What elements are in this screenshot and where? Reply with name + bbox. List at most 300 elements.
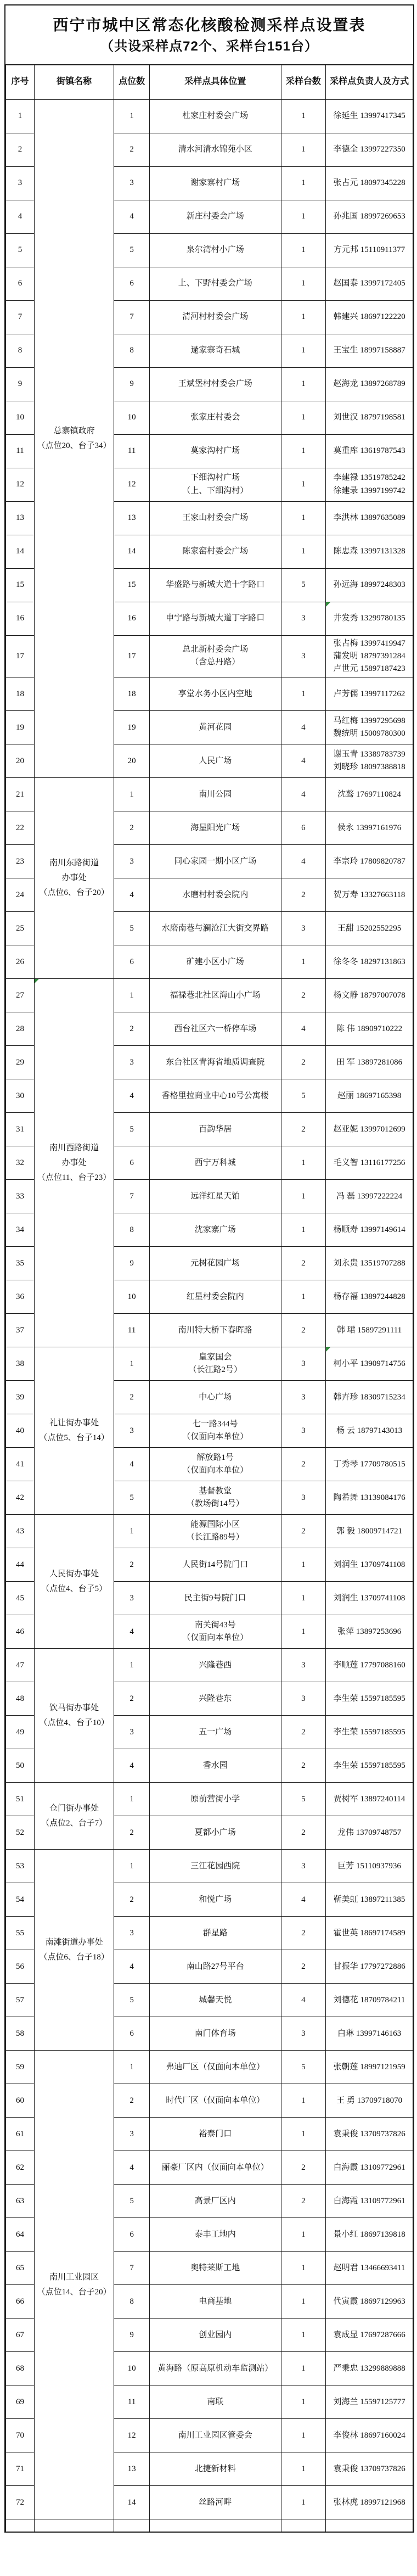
location-cell: 沈家寨广场 bbox=[149, 1213, 281, 1247]
serial-number-cell: 37 bbox=[6, 1314, 35, 1347]
serial-number-cell: 52 bbox=[6, 1816, 35, 1850]
station-count-cell: 1 bbox=[281, 2352, 326, 2385]
location-cell: 下细沟村广场 （上、下细沟村） bbox=[149, 468, 281, 501]
contact-cell: 袁秉俊 13709737826 bbox=[326, 2452, 413, 2486]
contact-cell: 田 军 13897281086 bbox=[326, 1046, 413, 1079]
point-number-cell: 4 bbox=[114, 200, 150, 233]
location-cell: 远洋红星天铂 bbox=[149, 1180, 281, 1213]
station-count-cell: 1 bbox=[281, 535, 326, 568]
point-number-cell: 14 bbox=[114, 535, 150, 568]
serial-number-cell: 51 bbox=[6, 1783, 35, 1816]
contact-cell: 卢芳儒 13997117262 bbox=[326, 677, 413, 711]
serial-number-cell: 21 bbox=[6, 778, 35, 811]
header-street-name: 街镇名称 bbox=[34, 65, 114, 100]
street-name-cell: 南川工业园区 （点位14、台子20） bbox=[34, 2051, 114, 2519]
contact-cell: 陈 伟 18909710222 bbox=[326, 1012, 413, 1046]
serial-number-cell: 65 bbox=[6, 2252, 35, 2285]
serial-number-cell: 20 bbox=[6, 744, 35, 778]
location-cell: 五一广场 bbox=[149, 1716, 281, 1749]
serial-number-cell: 56 bbox=[6, 1950, 35, 1984]
contact-cell: 马红梅 13997295698 魏统明 15009780300 bbox=[326, 711, 413, 744]
point-number-cell: 2 bbox=[114, 133, 150, 166]
station-count-cell: 2 bbox=[281, 2151, 326, 2185]
title-line-1: 西宁市城中区常态化核酸检测采样点设置表 bbox=[53, 16, 366, 33]
location-cell: 西台社区六一桥停车场 bbox=[149, 1012, 281, 1046]
table-body bbox=[6, 99, 413, 2532]
serial-number-cell: 68 bbox=[6, 2352, 35, 2385]
serial-number-cell: 72 bbox=[6, 2486, 35, 2519]
point-number-cell: 12 bbox=[114, 2419, 150, 2452]
location-cell: 张家庄村委会 bbox=[149, 401, 281, 434]
serial-number-cell: 14 bbox=[6, 535, 35, 568]
blank-cell bbox=[281, 2519, 326, 2532]
point-number-cell: 12 bbox=[114, 468, 150, 501]
station-count-cell: 3 bbox=[281, 1649, 326, 1682]
station-count-cell: 4 bbox=[281, 845, 326, 878]
contact-cell: 杨顺寿 13997149614 bbox=[326, 1213, 413, 1247]
table-row bbox=[6, 979, 413, 1012]
location-cell: 三江花园西院 bbox=[149, 1850, 281, 1883]
street-name-cell: 南川东路街道 办事处 （点位6、台子20） bbox=[34, 778, 114, 979]
location-cell: 莫家沟村广场 bbox=[149, 434, 281, 468]
point-number-cell: 1 bbox=[114, 2051, 150, 2084]
point-number-cell: 3 bbox=[114, 2118, 150, 2151]
point-number-cell: 6 bbox=[114, 1146, 150, 1180]
point-number-cell: 5 bbox=[114, 233, 150, 267]
location-cell: 东台社区青海省地质调查院 bbox=[149, 1046, 281, 1079]
contact-cell: 莫重库 13619787543 bbox=[326, 434, 413, 468]
point-number-cell: 10 bbox=[114, 2352, 150, 2385]
location-cell: 红星村委会院内 bbox=[149, 1280, 281, 1314]
contact-cell: 毛义智 13116177256 bbox=[326, 1146, 413, 1180]
location-cell: 时代厂区（仅面向本单位） bbox=[149, 2084, 281, 2118]
station-count-cell: 1 bbox=[281, 1180, 326, 1213]
serial-number-cell: 28 bbox=[6, 1012, 35, 1046]
point-number-cell: 1 bbox=[114, 99, 150, 133]
point-number-cell: 3 bbox=[114, 1582, 150, 1615]
location-cell: 矿建小区小广场 bbox=[149, 945, 281, 979]
station-count-cell: 2 bbox=[281, 1749, 326, 1783]
serial-number-cell: 66 bbox=[6, 2285, 35, 2319]
document-sheet bbox=[4, 4, 414, 2533]
contact-cell: 李宗玲 17809820787 bbox=[326, 845, 413, 878]
station-count-cell: 5 bbox=[281, 1079, 326, 1113]
table-row bbox=[6, 1515, 413, 1548]
serial-number-cell: 47 bbox=[6, 1649, 35, 1682]
contact-cell: 李顺莲 17797088160 bbox=[326, 1649, 413, 1682]
station-count-cell: 1 bbox=[281, 501, 326, 535]
contact-cell: 赵海龙 13897268789 bbox=[326, 367, 413, 401]
serial-number-cell: 49 bbox=[6, 1716, 35, 1749]
location-cell: 兴隆巷东 bbox=[149, 1682, 281, 1716]
street-name-cell: 南川西路街道 办事处 （点位11、台子23） bbox=[34, 979, 114, 1347]
station-count-cell: 2 bbox=[281, 1515, 326, 1548]
street-name-cell: 仓门街办事处 （点位2、台子7） bbox=[34, 1783, 114, 1850]
station-count-cell: 1 bbox=[281, 267, 326, 300]
point-number-cell: 2 bbox=[114, 1883, 150, 1917]
point-number-cell: 9 bbox=[114, 367, 150, 401]
contact-cell: 韩卉珍 18309715234 bbox=[326, 1381, 413, 1414]
contact-cell: 徐冬冬 18297131863 bbox=[326, 945, 413, 979]
point-number-cell: 1 bbox=[114, 979, 150, 1012]
contact-cell: 韩建兴 18697122220 bbox=[326, 300, 413, 334]
street-name-cell: 礼让街办事处 （点位5、台子14） bbox=[34, 1347, 114, 1515]
serial-number-cell: 24 bbox=[6, 878, 35, 912]
point-number-cell: 7 bbox=[114, 2252, 150, 2285]
contact-cell: 张萍 13897253696 bbox=[326, 1615, 413, 1649]
station-count-cell: 3 bbox=[281, 1414, 326, 1448]
location-cell: 兴隆巷西 bbox=[149, 1649, 281, 1682]
location-cell: 西宁万科城 bbox=[149, 1146, 281, 1180]
contact-cell: 李生荣 15597185595 bbox=[326, 1682, 413, 1716]
serial-number-cell: 60 bbox=[6, 2084, 35, 2118]
location-cell: 百韵华居 bbox=[149, 1113, 281, 1146]
location-cell: 谢家寨村广场 bbox=[149, 166, 281, 200]
serial-number-cell: 11 bbox=[6, 434, 35, 468]
serial-number-cell: 58 bbox=[6, 2017, 35, 2051]
location-cell: 华盛路与新城大道十字路口 bbox=[149, 568, 281, 602]
header-location: 采样点具体位置 bbox=[149, 65, 281, 100]
serial-number-cell: 8 bbox=[6, 334, 35, 367]
contact-cell: 侯永 13997161976 bbox=[326, 811, 413, 845]
station-count-cell: 2 bbox=[281, 1917, 326, 1950]
station-count-cell: 2 bbox=[281, 1113, 326, 1146]
serial-number-cell: 40 bbox=[6, 1414, 35, 1448]
point-number-cell: 3 bbox=[114, 845, 150, 878]
point-number-cell: 4 bbox=[114, 878, 150, 912]
location-cell: 基督教堂 （教场街14号） bbox=[149, 1481, 281, 1515]
point-number-cell: 10 bbox=[114, 1280, 150, 1314]
contact-cell: 冯 磊 13997222224 bbox=[326, 1180, 413, 1213]
serial-number-cell: 19 bbox=[6, 711, 35, 744]
serial-number-cell: 5 bbox=[6, 233, 35, 267]
point-number-cell: 9 bbox=[114, 2319, 150, 2352]
station-count-cell: 3 bbox=[281, 912, 326, 945]
serial-number-cell: 6 bbox=[6, 267, 35, 300]
contact-cell: 谢玉青 13389783739 刘晓珍 18097388818 bbox=[326, 744, 413, 778]
station-count-cell: 1 bbox=[281, 367, 326, 401]
contact-cell: 代寅霞 18697129963 bbox=[326, 2285, 413, 2319]
serial-number-cell: 23 bbox=[6, 845, 35, 878]
point-number-cell: 2 bbox=[114, 811, 150, 845]
station-count-cell: 1 bbox=[281, 2252, 326, 2285]
serial-number-cell: 10 bbox=[6, 401, 35, 434]
station-count-cell: 2 bbox=[281, 2185, 326, 2218]
contact-cell: 贺万寿 13327663118 bbox=[326, 878, 413, 912]
contact-cell: 严秉忠 13299889888 bbox=[326, 2352, 413, 2385]
serial-number-cell: 44 bbox=[6, 1548, 35, 1582]
point-number-cell: 1 bbox=[114, 1783, 150, 1816]
point-number-cell: 6 bbox=[114, 2017, 150, 2051]
contact-cell: 柯小平 13909714756 bbox=[326, 1347, 413, 1381]
station-count-cell: 4 bbox=[281, 1012, 326, 1046]
contact-cell: 巨芳 15110937936 bbox=[326, 1850, 413, 1883]
location-cell: 南门体育场 bbox=[149, 2017, 281, 2051]
table-row bbox=[6, 1649, 413, 1682]
serial-number-cell: 18 bbox=[6, 677, 35, 711]
point-number-cell: 1 bbox=[114, 1649, 150, 1682]
contact-cell: 刘世汉 18797198581 bbox=[326, 401, 413, 434]
location-cell: 元树花园广场 bbox=[149, 1247, 281, 1280]
location-cell: 杜家庄村委会广场 bbox=[149, 99, 281, 133]
station-count-cell: 1 bbox=[281, 1280, 326, 1314]
location-cell: 人民广场 bbox=[149, 744, 281, 778]
table-row bbox=[6, 778, 413, 811]
street-name-cell: 饮马街办事处 （点位4、台子10） bbox=[34, 1649, 114, 1783]
station-count-cell: 1 bbox=[281, 300, 326, 334]
point-number-cell: 5 bbox=[114, 1984, 150, 2017]
location-cell: 夏都小广场 bbox=[149, 1816, 281, 1850]
serial-number-cell: 29 bbox=[6, 1046, 35, 1079]
station-count-cell: 4 bbox=[281, 744, 326, 778]
contact-cell: 刘海兰 15597125777 bbox=[326, 2385, 413, 2419]
station-count-cell: 1 bbox=[281, 434, 326, 468]
serial-number-cell: 12 bbox=[6, 468, 35, 501]
station-count-cell: 3 bbox=[281, 1381, 326, 1414]
contact-cell: 张占梅 13997419947 蒲发明 18797391284 卢世元 15897187423 bbox=[326, 635, 413, 677]
contact-cell: 景小红 18697139818 bbox=[326, 2218, 413, 2252]
serial-number-cell: 4 bbox=[6, 200, 35, 233]
serial-number-cell: 1 bbox=[6, 99, 35, 133]
serial-number-cell: 17 bbox=[6, 635, 35, 677]
street-name-cell: 南滩街道办事处 （点位6、台子18） bbox=[34, 1850, 114, 2051]
station-count-cell: 3 bbox=[281, 635, 326, 677]
location-cell: 陈家窑村委会广场 bbox=[149, 535, 281, 568]
station-count-cell: 3 bbox=[281, 1850, 326, 1883]
table-row bbox=[6, 2051, 413, 2084]
point-number-cell: 5 bbox=[114, 1481, 150, 1515]
point-number-cell: 8 bbox=[114, 334, 150, 367]
station-count-cell: 2 bbox=[281, 1046, 326, 1079]
contact-cell: 陈忠森 13997131328 bbox=[326, 535, 413, 568]
serial-number-cell: 71 bbox=[6, 2452, 35, 2486]
point-number-cell: 8 bbox=[114, 2285, 150, 2319]
location-cell: 水磨村村委会院内 bbox=[149, 878, 281, 912]
station-count-cell: 2 bbox=[281, 1950, 326, 1984]
header-contact: 采样点负责人及方式 bbox=[326, 65, 413, 100]
point-number-cell: 3 bbox=[114, 1716, 150, 1749]
station-count-cell: 1 bbox=[281, 1146, 326, 1180]
table-header bbox=[6, 65, 413, 100]
point-number-cell: 1 bbox=[114, 1850, 150, 1883]
serial-number-cell: 67 bbox=[6, 2319, 35, 2352]
serial-number-cell: 35 bbox=[6, 1247, 35, 1280]
station-count-cell: 2 bbox=[281, 1247, 326, 1280]
station-count-cell: 1 bbox=[281, 401, 326, 434]
point-number-cell: 2 bbox=[114, 1682, 150, 1716]
location-cell: 水磨南巷与澜沧江大街交界路 bbox=[149, 912, 281, 945]
point-number-cell: 1 bbox=[114, 1347, 150, 1381]
station-count-cell: 5 bbox=[281, 568, 326, 602]
location-cell: 和悦广场 bbox=[149, 1883, 281, 1917]
contact-cell: 张林虎 18997121968 bbox=[326, 2486, 413, 2519]
serial-number-cell: 62 bbox=[6, 2151, 35, 2185]
contact-cell: 沈骜 17697110824 bbox=[326, 778, 413, 811]
station-count-cell: 2 bbox=[281, 1716, 326, 1749]
location-cell: 人民街14号院门口 bbox=[149, 1548, 281, 1582]
location-cell: 福禄巷北社区海山小广场 bbox=[149, 979, 281, 1012]
location-cell: 总北新村委会广场 （含总丹路） bbox=[149, 635, 281, 677]
point-number-cell: 11 bbox=[114, 434, 150, 468]
contact-cell: 霍世英 18697174589 bbox=[326, 1917, 413, 1950]
blank-cell bbox=[326, 2519, 413, 2532]
station-count-cell: 3 bbox=[281, 2017, 326, 2051]
point-number-cell: 2 bbox=[114, 1548, 150, 1582]
location-cell: 南关街43号 （仅面向本单位） bbox=[149, 1615, 281, 1649]
station-count-cell: 1 bbox=[281, 2385, 326, 2419]
point-number-cell: 9 bbox=[114, 1247, 150, 1280]
contact-cell: 白琳 13997146163 bbox=[326, 2017, 413, 2051]
header-point-count: 点位数 bbox=[114, 65, 150, 100]
location-cell: 丝路河畔 bbox=[149, 2486, 281, 2519]
location-cell: 逯家寨奇石城 bbox=[149, 334, 281, 367]
location-cell: 南联 bbox=[149, 2385, 281, 2419]
contact-cell: 甘振华 17797272886 bbox=[326, 1950, 413, 1984]
point-number-cell: 16 bbox=[114, 602, 150, 635]
location-cell: 丽豪厂区内（仅面向本单位） bbox=[149, 2151, 281, 2185]
location-cell: 高景厂区内 bbox=[149, 2185, 281, 2218]
station-count-cell: 1 bbox=[281, 468, 326, 501]
header-serial-number: 序号 bbox=[6, 65, 35, 100]
location-cell: 香水园 bbox=[149, 1749, 281, 1783]
contact-cell: 李建禄 13519785242 徐建录 13997199742 bbox=[326, 468, 413, 501]
point-number-cell: 20 bbox=[114, 744, 150, 778]
station-count-cell: 1 bbox=[281, 2285, 326, 2319]
location-cell: 新庄村委会广场 bbox=[149, 200, 281, 233]
blank-cell bbox=[34, 2519, 114, 2532]
contact-cell: 王甜 15202552295 bbox=[326, 912, 413, 945]
point-number-cell: 5 bbox=[114, 1113, 150, 1146]
station-count-cell: 4 bbox=[281, 778, 326, 811]
point-number-cell: 4 bbox=[114, 1615, 150, 1649]
contact-cell: 李生荣 15597185595 bbox=[326, 1749, 413, 1783]
table-row bbox=[6, 1347, 413, 1381]
point-number-cell: 2 bbox=[114, 1816, 150, 1850]
blank-cell bbox=[6, 2519, 35, 2532]
serial-number-cell: 36 bbox=[6, 1280, 35, 1314]
station-count-cell: 1 bbox=[281, 2486, 326, 2519]
serial-number-cell: 26 bbox=[6, 945, 35, 979]
station-count-cell: 1 bbox=[281, 2319, 326, 2352]
station-count-cell: 4 bbox=[281, 1883, 326, 1917]
contact-cell: 白海霞 13109772961 bbox=[326, 2151, 413, 2185]
location-cell: 清河村村委会广场 bbox=[149, 300, 281, 334]
serial-number-cell: 2 bbox=[6, 133, 35, 166]
station-count-cell: 1 bbox=[281, 2084, 326, 2118]
point-number-cell: 8 bbox=[114, 1213, 150, 1247]
station-count-cell: 3 bbox=[281, 1347, 326, 1381]
contact-cell: 王宝生 18997158887 bbox=[326, 334, 413, 367]
serial-number-cell: 70 bbox=[6, 2419, 35, 2452]
point-number-cell: 7 bbox=[114, 300, 150, 334]
location-cell: 清水河清水锦苑小区 bbox=[149, 133, 281, 166]
station-count-cell: 1 bbox=[281, 1582, 326, 1615]
contact-cell: 靳美虹 13897211385 bbox=[326, 1883, 413, 1917]
station-count-cell: 2 bbox=[281, 878, 326, 912]
point-number-cell: 5 bbox=[114, 2185, 150, 2218]
station-count-cell: 1 bbox=[281, 677, 326, 711]
serial-number-cell: 54 bbox=[6, 1883, 35, 1917]
serial-number-cell: 38 bbox=[6, 1347, 35, 1381]
serial-number-cell: 57 bbox=[6, 1984, 35, 2017]
location-cell: 享堂水务小区内空地 bbox=[149, 677, 281, 711]
station-count-cell: 4 bbox=[281, 711, 326, 744]
location-cell: 王斌堡村村委会广场 bbox=[149, 367, 281, 401]
point-number-cell: 3 bbox=[114, 1917, 150, 1950]
contact-cell: 袁成显 17697287666 bbox=[326, 2319, 413, 2352]
station-count-cell: 1 bbox=[281, 2452, 326, 2486]
point-number-cell: 2 bbox=[114, 2084, 150, 2118]
point-number-cell: 19 bbox=[114, 711, 150, 744]
serial-number-cell: 50 bbox=[6, 1749, 35, 1783]
serial-number-cell: 42 bbox=[6, 1481, 35, 1515]
contact-cell: 白海霞 13109772961 bbox=[326, 2185, 413, 2218]
contact-cell: 杨文静 18797007078 bbox=[326, 979, 413, 1012]
point-number-cell: 7 bbox=[114, 1180, 150, 1213]
table-row bbox=[6, 1850, 413, 1883]
location-cell: 弗迪厂区（仅面向本单位） bbox=[149, 2051, 281, 2084]
location-cell: 南山路27号平台 bbox=[149, 1950, 281, 1984]
location-cell: 黄海路（原高原机动车监测站） bbox=[149, 2352, 281, 2385]
station-count-cell: 5 bbox=[281, 2051, 326, 2084]
station-count-cell: 3 bbox=[281, 602, 326, 635]
location-cell: 七一路344号 （仅面向本单位） bbox=[149, 1414, 281, 1448]
location-cell: 泰丰工地内 bbox=[149, 2218, 281, 2252]
contact-cell: 井发秀 13299780135 bbox=[326, 602, 413, 635]
contact-cell: 杨 云 18797143013 bbox=[326, 1414, 413, 1448]
contact-cell: 王 勇 13709718070 bbox=[326, 2084, 413, 2118]
blank-row bbox=[6, 2519, 413, 2532]
location-cell: 奥特莱斯工地 bbox=[149, 2252, 281, 2285]
location-cell: 皇家国会 （长江路2号） bbox=[149, 1347, 281, 1381]
point-number-cell: 18 bbox=[114, 677, 150, 711]
station-count-cell: 1 bbox=[281, 99, 326, 133]
point-number-cell: 6 bbox=[114, 267, 150, 300]
point-number-cell: 14 bbox=[114, 2486, 150, 2519]
contact-cell: 刘润生 13709741108 bbox=[326, 1548, 413, 1582]
point-number-cell: 5 bbox=[114, 912, 150, 945]
point-number-cell: 3 bbox=[114, 1046, 150, 1079]
serial-number-cell: 34 bbox=[6, 1213, 35, 1247]
contact-cell: 徐延生 13997417345 bbox=[326, 99, 413, 133]
contact-cell: 孙兆国 18997269653 bbox=[326, 200, 413, 233]
station-count-cell: 1 bbox=[281, 1213, 326, 1247]
location-cell: 香格里拉商业中心10号公寓楼 bbox=[149, 1079, 281, 1113]
station-count-cell: 1 bbox=[281, 945, 326, 979]
location-cell: 群星路 bbox=[149, 1917, 281, 1950]
blank-cell bbox=[149, 2519, 281, 2532]
location-cell: 黄河花园 bbox=[149, 711, 281, 744]
contact-cell: 李洪林 13897635089 bbox=[326, 501, 413, 535]
station-count-cell: 1 bbox=[281, 133, 326, 166]
station-count-cell: 1 bbox=[281, 2218, 326, 2252]
station-count-cell: 2 bbox=[281, 1314, 326, 1347]
point-number-cell: 2 bbox=[114, 1381, 150, 1414]
contact-cell: 李德全 13997227350 bbox=[326, 133, 413, 166]
contact-cell: 杨存福 13897244828 bbox=[326, 1280, 413, 1314]
blank-cell bbox=[114, 2519, 150, 2532]
station-count-cell: 1 bbox=[281, 1615, 326, 1649]
serial-number-cell: 48 bbox=[6, 1682, 35, 1716]
serial-number-cell: 13 bbox=[6, 501, 35, 535]
street-name-cell: 人民街办事处 （点位4、台子5） bbox=[34, 1515, 114, 1649]
contact-cell: 赵明君 13466693411 bbox=[326, 2252, 413, 2285]
point-number-cell: 1 bbox=[114, 778, 150, 811]
contact-cell: 方元邦 15110911377 bbox=[326, 233, 413, 267]
contact-cell: 龙伟 13709748757 bbox=[326, 1816, 413, 1850]
contact-cell: 刘永贵 13519707288 bbox=[326, 1247, 413, 1280]
point-number-cell: 4 bbox=[114, 1079, 150, 1113]
